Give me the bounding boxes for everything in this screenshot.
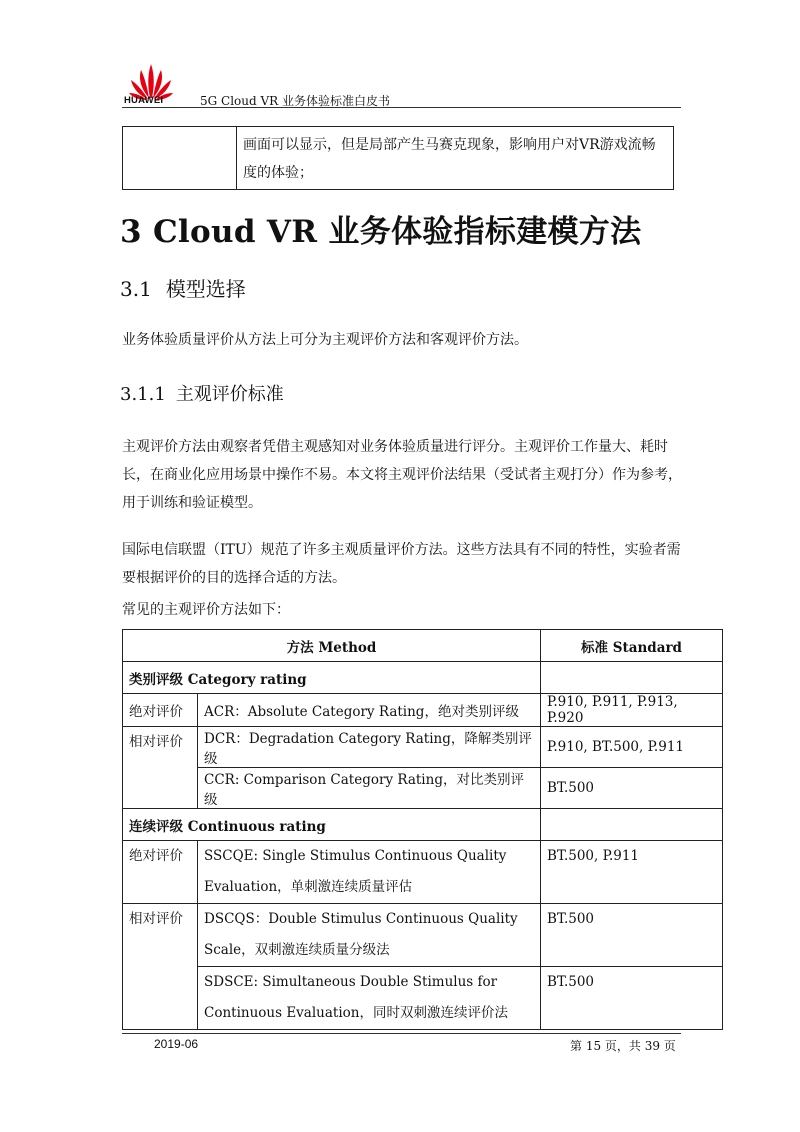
category-row: [123, 662, 723, 694]
empty-cell: [541, 662, 723, 694]
section-number: 3.1: [120, 277, 152, 301]
document-title: 5G Cloud VR 业务体验标准白皮书: [200, 94, 391, 108]
empty-cell: [541, 809, 723, 841]
subsection-number: 3.1.1: [120, 384, 166, 405]
method-cell: DSCQS：Double Stimulus Continuous Quality Scale，双刺激连续质量分级法: [198, 904, 541, 967]
section-title: 模型选择: [165, 277, 246, 301]
method-cell: DCR：Degradation Category Rating，降解类别评级: [198, 727, 541, 768]
header-method: 方法 Method: [123, 630, 541, 662]
table-caption: 常见的主观评价方法如下：: [122, 602, 290, 618]
group-cell: 相对评价: [123, 904, 198, 1030]
body-paragraph: 国际电信联盟（ITU）规范了许多主观质量评价方法。这些方法具有不同的特性，实验者需要根据评价的目的选择合适的方法。: [122, 542, 681, 586]
subsection-title: 主观评价标准: [175, 384, 284, 405]
group-cell: 绝对评价: [123, 841, 198, 904]
header-standard: 标准 Standard: [541, 630, 723, 662]
standard-cell: P.910, BT.500, P.911: [541, 727, 723, 768]
header-divider: [122, 107, 681, 108]
table-row: [123, 768, 723, 809]
standard-cell: BT.500: [541, 904, 723, 967]
page-number: 第 15 页，共 39 页: [570, 1039, 676, 1053]
method-cell: SSCQE: Single Stimulus Continuous Quality Evaluation，单刺激连续质量评估: [198, 841, 541, 904]
footer-date: 2019-06: [154, 1037, 199, 1051]
method-cell: CCR: Comparison Category Rating，对比类别评级: [198, 768, 541, 809]
standard-cell: BT.500: [541, 768, 723, 809]
table-header-row: [123, 630, 723, 662]
table-row: [123, 841, 723, 904]
standard-cell: BT.500: [541, 967, 723, 1030]
subsection-heading: [120, 380, 284, 406]
table-row: [123, 904, 723, 967]
continuation-table: [122, 126, 674, 190]
continuous-rating-label: 连续评级 Continuous rating: [123, 809, 541, 841]
methods-table: [122, 629, 723, 1030]
table-row: [123, 694, 723, 727]
method-cell: ACR：Absolute Category Rating，绝对类别评级: [198, 694, 541, 727]
continuation-cell-text: 画面可以显示，但是局部产生马赛克现象，影响用户对VR游戏流畅度的体验；: [243, 137, 656, 181]
table-row: [123, 727, 723, 768]
group-cell: 绝对评价: [123, 694, 198, 727]
footer-divider: [122, 1033, 681, 1034]
chapter-heading: 3 Cloud VR 业务体验指标建模方法: [120, 214, 642, 250]
standard-cell: BT.500, P.911: [541, 841, 723, 904]
section-heading: [120, 273, 246, 302]
method-cell: SDSCE: Simultaneous Double Stimulus for Continuous Evaluation，同时双刺激连续评价法: [198, 967, 541, 1030]
table-row: [123, 967, 723, 1030]
logo-text: HUAWEI: [124, 95, 164, 106]
category-rating-label: 类别评级 Category rating: [123, 662, 541, 694]
intro-paragraph: 业务体验质量评价从方法上可分为主观评价方法和客观评价方法。: [122, 332, 528, 348]
category-row: [123, 809, 723, 841]
group-cell: 相对评价: [123, 727, 198, 809]
standard-cell: P.910, P.911, P.913, P.920: [541, 694, 723, 727]
body-paragraph: 主观评价方法由观察者凭借主观感知对业务体验质量进行评分。主观评价工作量大、耗时长，在商业化应用场景中操作不易。本文将主观评价法结果（受试者主观打分）作为参考，用于训练和验证模型。: [122, 439, 682, 511]
table-divider: [236, 127, 237, 189]
